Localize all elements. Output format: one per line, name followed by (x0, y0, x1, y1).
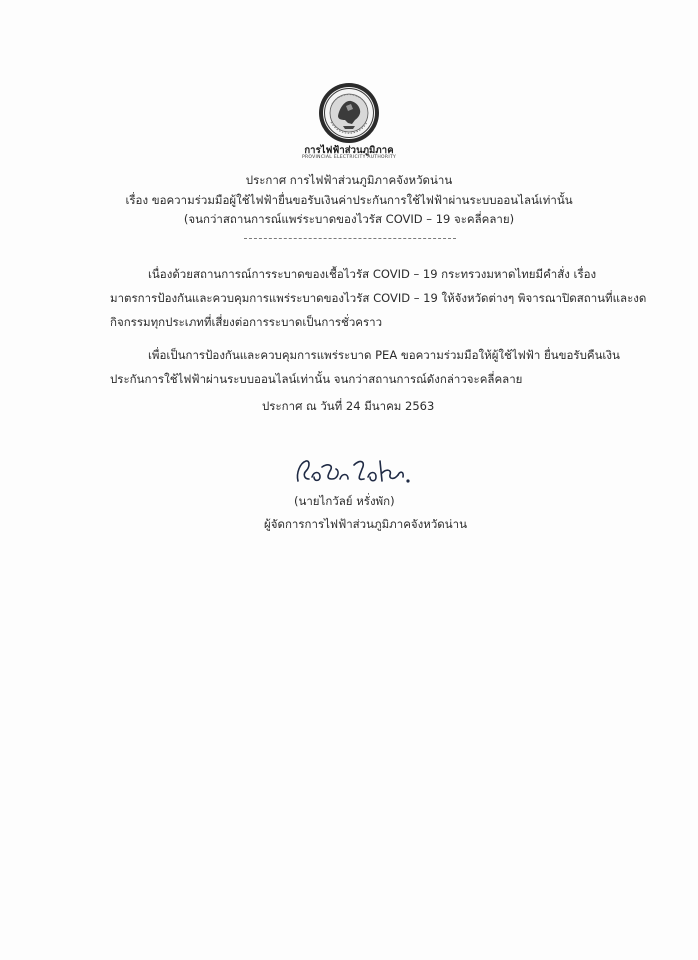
signer-title: ผู้จัดการการไฟฟ้าส่วนภูมิภาคจังหวัดน่าน (264, 517, 467, 531)
pea-emblem-icon (318, 82, 380, 144)
paragraph2-line1: เพื่อเป็นการป้องกันและควบคุมการแพร่ระบาด PEA ขอความร่วมมือให้ผู้ใช้ไฟฟ้า ยื่นขอรับคืนเงิน (148, 348, 620, 362)
handwritten-signature-icon (290, 451, 418, 491)
paragraph1-line1: เนื่องด้วยสถานการณ์การระบาดของเชื้อไวรัส COVID – 19 กระทรวงมหาดไทยมีคำสั่ง เรื่อง (148, 267, 597, 281)
announcement-title: ประกาศ การไฟฟ้าส่วนภูมิภาคจังหวัดน่าน (245, 173, 453, 187)
announcement-date: ประกาศ ณ วันที่ 24 มีนาคม 2563 (262, 399, 435, 413)
announcement-subject: เรื่อง ขอความร่วมมือผู้ใช้ไฟฟ้ายื่นขอรับเงินค่าประกันการใช้ไฟฟ้าผ่านระบบออนไลน์เท่านั้น (125, 193, 573, 207)
organization-name-english: PROVINCIAL ELECTRICITY AUTHORITY (301, 155, 397, 160)
announcement-condition: (จนกว่าสถานการณ์แพร่ระบาดของไวรัส COVID – 19 จะคลี่คลาย) (183, 212, 515, 226)
paragraph1-line3: กิจกรรมทุกประเภทที่เสี่ยงต่อการระบาดเป็นการชั่วคราว (110, 315, 383, 329)
heading-divider (244, 238, 456, 239)
paragraph1-line2: มาตรการป้องกันและควบคุมการแพร่ระบาดของไวรัส COVID – 19 ให้จังหวัดต่างๆ พิจารณาปิดสถานที่และงด (110, 291, 647, 305)
signer-name: (นายไกวัลย์ หรั่งพัก) (294, 494, 395, 508)
paragraph2-line2: ประกันการใช้ไฟฟ้าผ่านระบบออนไลน์เท่านั้น จนกว่าสถานการณ์ดังกล่าวจะคลี่คลาย (110, 372, 523, 386)
organization-name-thai: การไฟฟ้าส่วนภูมิภาค (304, 145, 394, 156)
